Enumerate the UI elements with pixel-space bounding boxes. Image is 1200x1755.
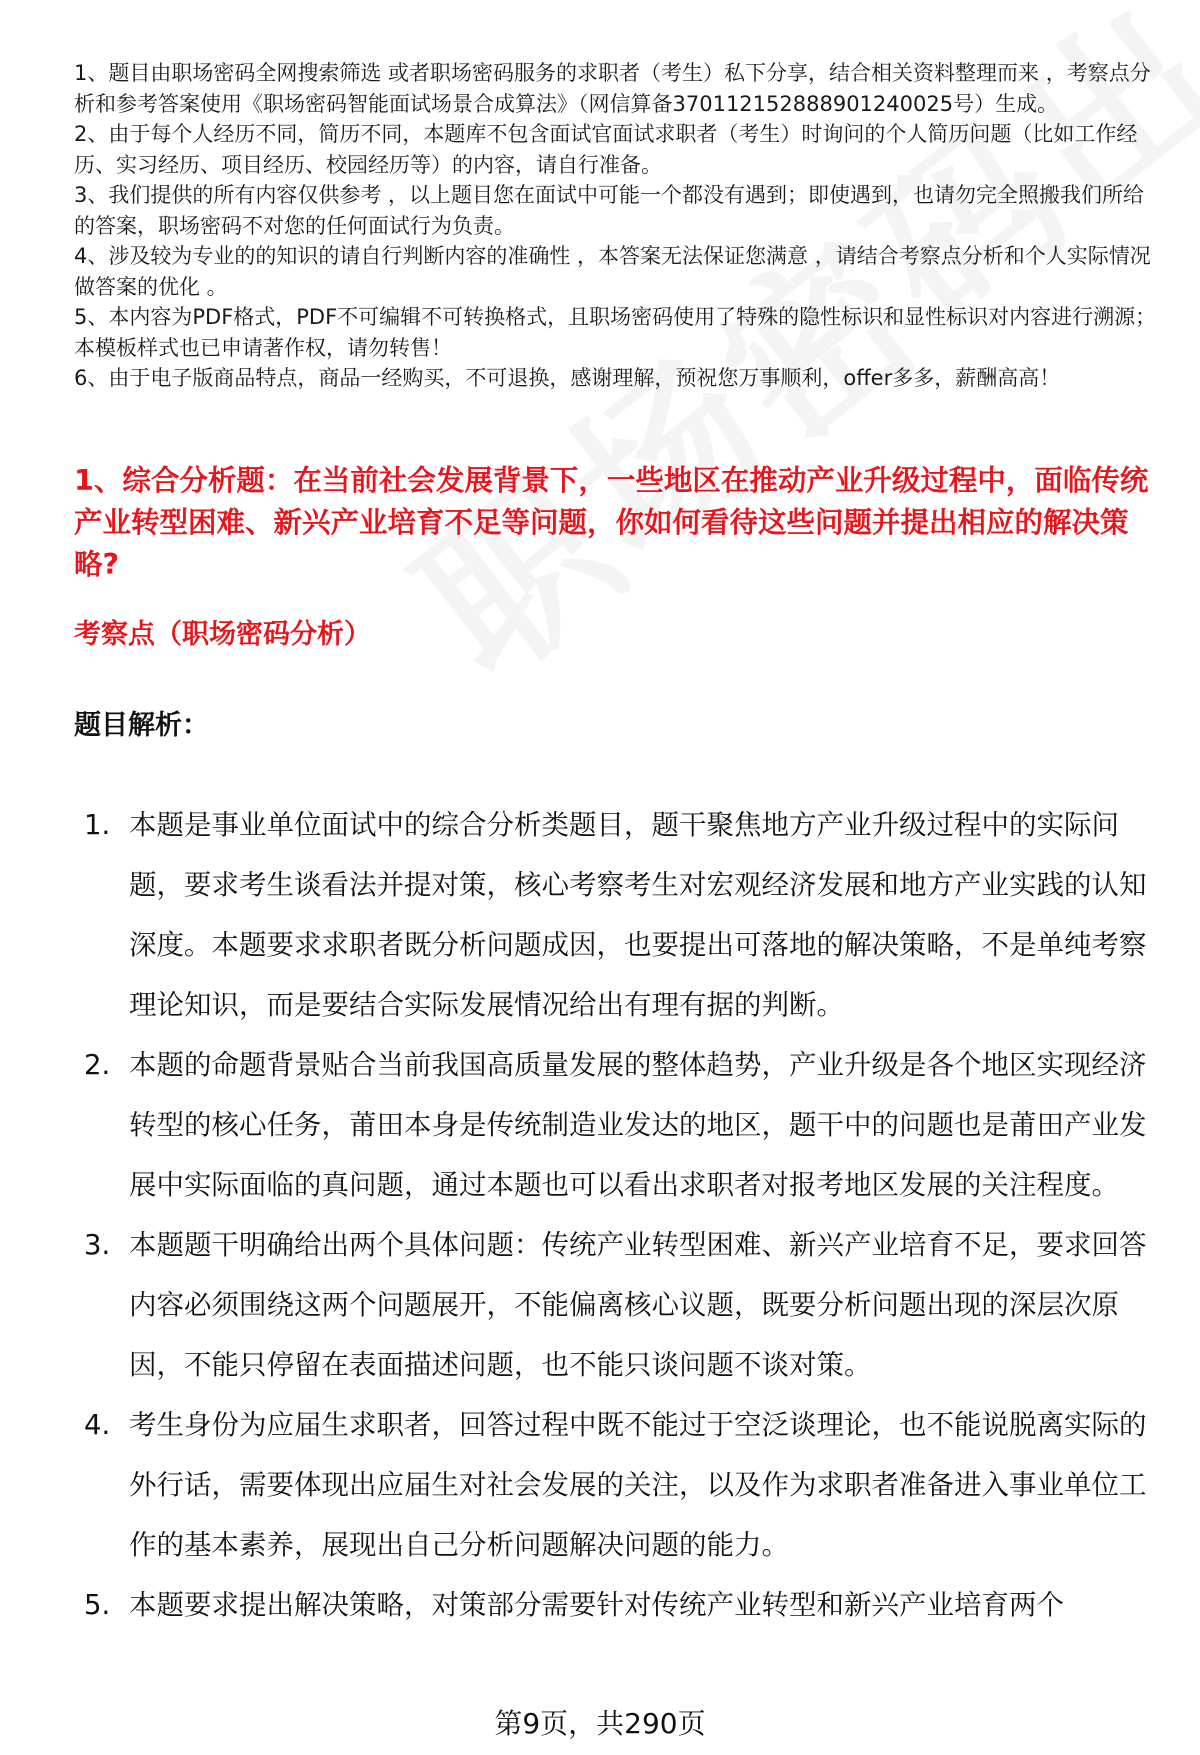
notice-item: 5、本内容为PDF格式，PDF不可编辑不可转换格式，且职场密码使用了特殊的隐性标识和显性标识对内容进行溯源；本模板样式也已申请著作权，请勿转售！ [74, 305, 1157, 360]
analysis-heading: 题目解析： [74, 710, 209, 741]
notice-item: 2、由于每个人经历不同，简历不同，本题库不包含面试官面试求职者（考生）时询问的个人简历问题（比如工作经历、实习经历、项目经历、校园经历等）的内容，请自行准备。 [74, 122, 1138, 177]
analysis-item-number: 4. [84, 1409, 111, 1441]
notice-item: 4、涉及较为专业的的知识的请自行判断内容的准确性 ，本答案无法保证您满意 ，请结合考察点分析和个人实际情况做答案的优化 。 [74, 244, 1151, 299]
exam-point-heading: 考察点（职场密码分析） [74, 619, 371, 650]
analysis-item [84, 1035, 1164, 1215]
question-title: 1、综合分析题：在当前社会发展背景下，一些地区在推动产业升级过程中，面临传统产业转型困难、新兴产业培育不足等问题，你如何看待这些问题并提出相应的解决策略? [74, 464, 1149, 581]
analysis-item-text: 本题的命题背景贴合当前我国高质量发展的整体趋势，产业升级是各个地区实现经济转型的核心任务，莆田本身是传统制造业发达的地区，题干中的问题也是莆田产业发展中实际面临的真问题，通过本题也可以看出求职者对报考地区发展的关注程度。 [129, 1049, 1147, 1201]
analysis-list [84, 795, 1164, 1635]
analysis-item-number: 1. [84, 809, 111, 841]
analysis-item-text: 考生身份为应届生求职者，回答过程中既不能过于空泛谈理论，也不能说脱离实际的外行话，需要体现出应届生对社会发展的关注，以及作为求职者准备进入事业单位工作的基本素养，展现出自己分析问题解决问题的能力。 [129, 1409, 1147, 1561]
page-footer: 第9页，共290页 [494, 1707, 706, 1740]
analysis-item-number: 2. [84, 1049, 111, 1081]
analysis-item [84, 1395, 1164, 1575]
analysis-item-text: 本题题干明确给出两个具体问题：传统产业转型困难、新兴产业培育不足，要求回答内容必须围绕这两个问题展开，不能偏离核心议题，既要分析问题出现的深层次原因，不能只停留在表面描述问题，也不能只谈问题不谈对策。 [129, 1229, 1147, 1381]
notice-list [74, 58, 1160, 394]
analysis-item [84, 795, 1164, 1035]
analysis-item-text: 本题要求提出解决策略，对策部分需要针对传统产业转型和新兴产业培育两个 [129, 1589, 1064, 1621]
notice-item: 3、我们提供的所有内容仅供参考 ，以上题目您在面试中可能一个都没有遇到；即使遇到，也请勿完全照搬我们所给的答案，职场密码不对您的任何面试行为负责。 [74, 183, 1145, 238]
analysis-item-number: 3. [84, 1229, 111, 1261]
notice-item: 1、题目由职场密码全网搜索筛选 或者职场密码服务的求职者（考生）私下分享，结合相关资料整理而来 ，考察点分析和参考答案使用《职场密码智能面试场景合成算法》（网信算备370112152888901240025号）生成。 [74, 61, 1151, 116]
analysis-item-number: 5. [84, 1589, 111, 1621]
analysis-item-text: 本题是事业单位面试中的综合分析类题目，题干聚焦地方产业升级过程中的实际问题，要求考生谈看法并提对策，核心考察考生对宏观经济发展和地方产业实践的认知深度。本题要求求职者既分析问题成因，也要提出可落地的解决策略，不是单纯考察理论知识，而是要结合实际发展情况给出有理有据的判断。 [129, 809, 1147, 1021]
analysis-item [84, 1575, 1164, 1635]
notice-item: 6、由于电子版商品特点，商品一经购买，不可退换，感谢理解，预祝您万事顺利，offer多多，薪酬高高！ [74, 366, 1061, 390]
analysis-item [84, 1215, 1164, 1395]
